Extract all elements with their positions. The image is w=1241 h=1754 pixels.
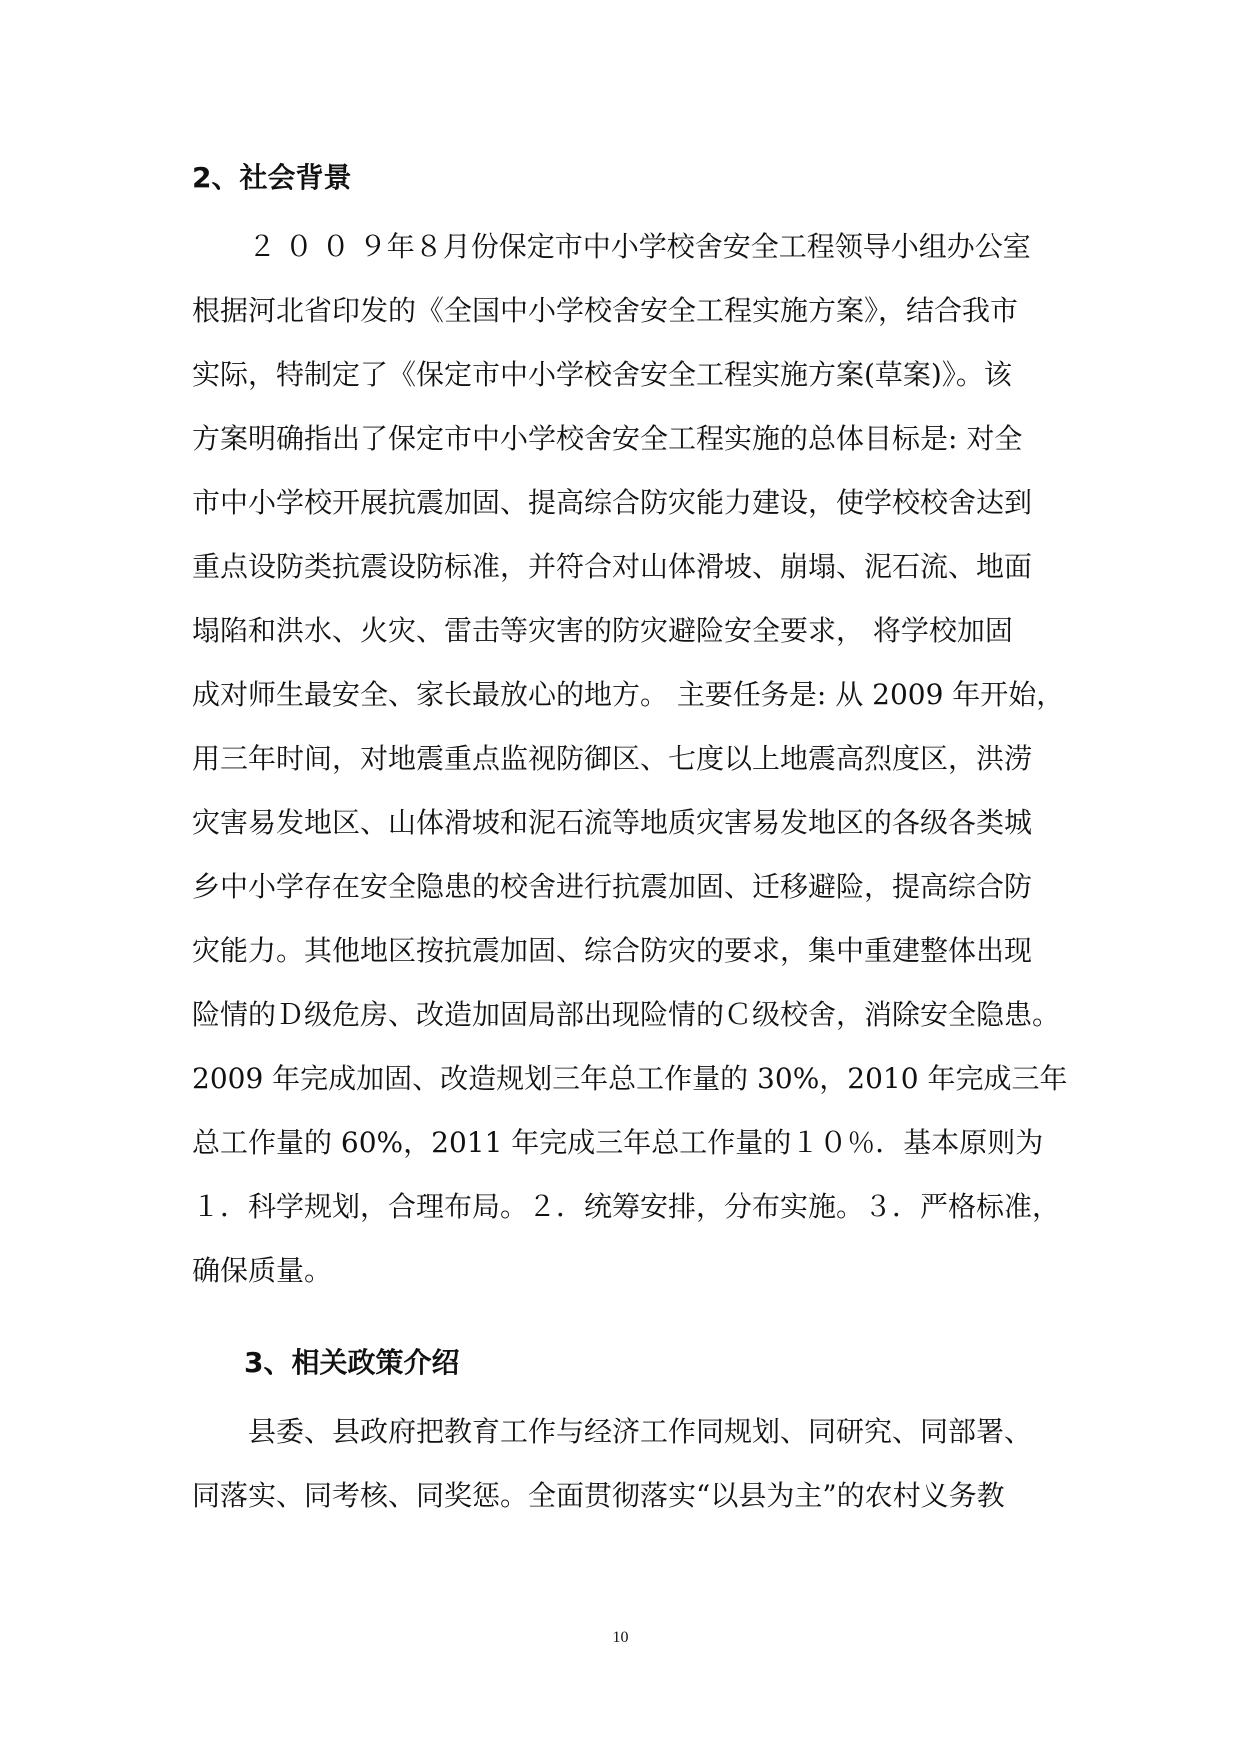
paragraph-line: 险情的Ｄ级危房、改造加固局部出现险情的Ｃ级校舍，消除安全隐患。 (192, 998, 1061, 1031)
paragraph-line: 实际，特制定了《保定市中小学校舍安全工程实施方案(草案)》。该 (192, 358, 1012, 391)
section-body-related-policies (192, 1400, 1052, 1528)
paragraph-line: 总工作量的 60%，2011 年完成三年总工作量的１０％．基本原则为 (192, 1126, 1044, 1159)
section-heading-social-background: 2、社会背景 (192, 161, 352, 194)
paragraph-line: 乡中小学存在安全隐患的校舍进行抗震加固、迁移避险，提高综合防 (192, 870, 1033, 903)
paragraph-line: 同落实、同考核、同奖惩。全面贯彻落实“以县为主”的农村义务教 (192, 1479, 1005, 1512)
paragraph-line: 成对师生最安全、家长最放心的地方。 主要任务是: 从 2009 年开始， (192, 678, 1065, 711)
page-number: 10 (612, 1629, 629, 1646)
paragraph-line: 确保质量。 (192, 1254, 333, 1287)
paragraph-line: 灾能力。其他地区按抗震加固、综合防灾的要求，集中重建整体出现 (192, 934, 1033, 967)
paragraph-line: 塌陷和洪水、火灾、雷击等灾害的防灾避险安全要求， 将学校加固 (192, 614, 1013, 647)
paragraph-line: 灾害易发地区、山体滑坡和泥石流等地质灾害易发地区的各级各类城 (192, 806, 1033, 839)
paragraph-line: 县委、县政府把教育工作与经济工作同规划、同研究、同部署、 (248, 1415, 1033, 1448)
paragraph-line: １．科学规划，合理布局。２．统筹安排，分布实施。３．严格标准， (192, 1190, 1061, 1223)
section-heading-related-policies: 3、相关政策介绍 (244, 1346, 460, 1379)
section-body-social-background (192, 215, 1068, 1303)
paragraph-line: 2009 年完成加固、改造规划三年总工作量的 30%，2010 年完成三年 (192, 1062, 1068, 1095)
paragraph-line: 重点设防类抗震设防标准，并符合对山体滑坡、崩塌、泥石流、地面 (192, 550, 1033, 583)
paragraph-line: 市中小学校开展抗震加固、提高综合防灾能力建设，使学校校舍达到 (192, 486, 1033, 519)
paragraph-line: ２ ０ ０ ９年８月份保定市中小学校舍安全工程领导小组办公室 (248, 230, 1031, 263)
paragraph-line: 用三年时间，对地震重点监视防御区、七度以上地震高烈度区，洪涝 (192, 742, 1033, 775)
paragraph-line: 根据河北省印发的《全国中小学校舍安全工程实施方案》，结合我市 (192, 294, 1019, 327)
paragraph-line: 方案明确指出了保定市中小学校舍安全工程实施的总体目标是: 对全 (192, 422, 1023, 455)
